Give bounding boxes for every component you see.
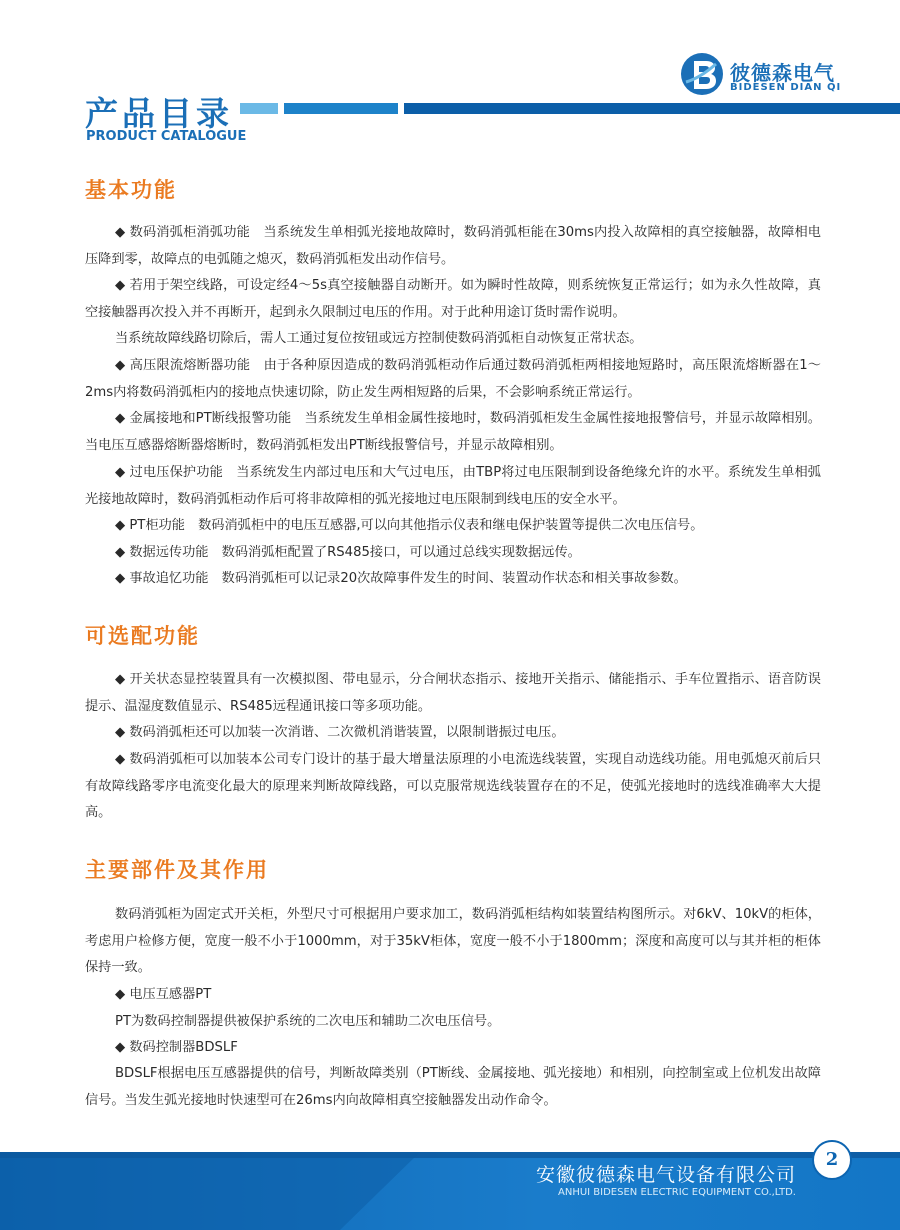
brand-name-en: BIDESEN DIAN QI	[730, 82, 842, 93]
paragraph: ◆ 若用于架空线路，可设定经4～5s真空接触器自动断开。如为瞬时性故障，则系统恢复正常运行；如为永久性故障，真空接触器再次投入并不再断开，起到永久限制过电压的作用。对于此种用途订货时需作说明。	[85, 278, 821, 320]
page-number: 2	[812, 1140, 852, 1180]
paragraph: ◆ 数码消弧柜还可以加装一次消谐、二次微机消谐装置，以限制谐振过电压。	[115, 725, 565, 740]
footer-band	[0, 1152, 900, 1230]
paragraph: PT为数码控制器提供被保护系统的二次电压和辅助二次电压信号。	[115, 1014, 501, 1029]
paragraph: ◆ 事故追忆功能 数码消弧柜可以记录20次故障事件发生的时间、装置动作状态和相关事故参数。	[115, 571, 687, 586]
header-bar-light	[240, 103, 278, 114]
paragraph: ◆ 高压限流熔断器功能 由于各种原因造成的数码消弧柜动作后通过数码消弧柜两相接地短路时，高压限流熔断器在1～2ms内将数码消弧柜内的接地点快速切除，防止发生两相短路的后果，不会影响系统正常运行。	[85, 358, 821, 400]
footer-company-en: ANHUI BIDESEN ELECTRIC EQUIPMENT CO.,LTD.	[558, 1187, 796, 1198]
brand-logo	[680, 52, 890, 100]
paragraph: ◆ 数码消弧柜消弧功能 当系统发生单相弧光接地故障时，数码消弧柜能在30ms内投入故障相的真空接触器，故障相电压降到零，故障点的电弧随之熄灭，数码消弧柜发出动作信号。	[85, 225, 821, 267]
header-bar-mid	[284, 103, 398, 114]
paragraph: ◆ 数码控制器BDSLF	[115, 1040, 238, 1055]
paragraph: ◆ 数据远传功能 数码消弧柜配置了RS485接口，可以通过总线实现数据远传。	[115, 545, 581, 560]
paragraph: ◆ 数码消弧柜可以加装本公司专门设计的基于最大增量法原理的小电流选线装置，实现自动选线功能。用电弧熄灭前后只有故障线路零序电流变化最大的原理来判断故障线路，可以克服常规选线装置存在的不足，使弧光接地时的选线准确率大大提高。	[85, 752, 821, 820]
paragraph: ◆ 开关状态显控装置具有一次模拟图、带电显示，分合闸状态指示、接地开关指示、储能指示、手车位置指示、语音防误提示、温湿度数值显示、RS485远程通讯接口等多项功能。	[85, 672, 821, 714]
paragraph: 当系统故障线路切除后，需人工通过复位按钮或远方控制使数码消弧柜自动恢复正常状态。	[115, 331, 643, 346]
header-bar-dark	[404, 103, 900, 114]
catalog-title: 产品目录	[85, 94, 233, 133]
footer-company-cn: 安徽彼德森电气设备有限公司	[535, 1164, 796, 1186]
paragraph: ◆ 过电压保护功能 当系统发生内部过电压和大气过电压，由TBP将过电压限制到设备绝缘允许的水平。系统发生单相弧光接地故障时，数码消弧柜动作后可将非故障相的弧光接地过电压限制到线电压的安全水平。	[85, 465, 821, 507]
section-title-basic: 基本功能	[85, 178, 177, 202]
paragraph: BDSLF根据电压互感器提供的信号，判断故障类别（PT断线、金属接地、弧光接地）和相别，向控制室或上位机发出故障信号。当发生弧光接地时快速型可在26ms内向故障相真空接触器发出动作命令。	[85, 1066, 821, 1108]
logo-b-icon	[680, 52, 724, 96]
section-title-optional: 可选配功能	[85, 624, 200, 648]
paragraph: ◆ PT柜功能 数码消弧柜中的电压互感器,可以向其他指示仪表和继电保护装置等提供二次电压信号。	[115, 518, 704, 533]
paragraph: ◆ 金属接地和PT断线报警功能 当系统发生单相金属性接地时，数码消弧柜发生金属性接地报警信号，并显示故障相别。当电压互感器熔断器熔断时，数码消弧柜发出PT断线报警信号，并显示故障相别。	[85, 411, 821, 453]
paragraph: ◆ 电压互感器PT	[115, 987, 212, 1002]
brand-name-cn: 彼德森电气	[730, 61, 835, 85]
paragraph: 数码消弧柜为固定式开关柜，外型尺寸可根据用户要求加工，数码消弧柜结构如装置结构图所示。对6kV、10kV的柜体，考虑用户检修方便，宽度一般不小于1000mm，对于35kV柜体，宽度一般不小于1800mm；深度和高度可以与其并柜的柜体保持一致。	[85, 907, 821, 975]
section-title-components: 主要部件及其作用	[85, 858, 269, 882]
catalog-subtitle: PRODUCT CATALOGUE	[86, 129, 247, 144]
